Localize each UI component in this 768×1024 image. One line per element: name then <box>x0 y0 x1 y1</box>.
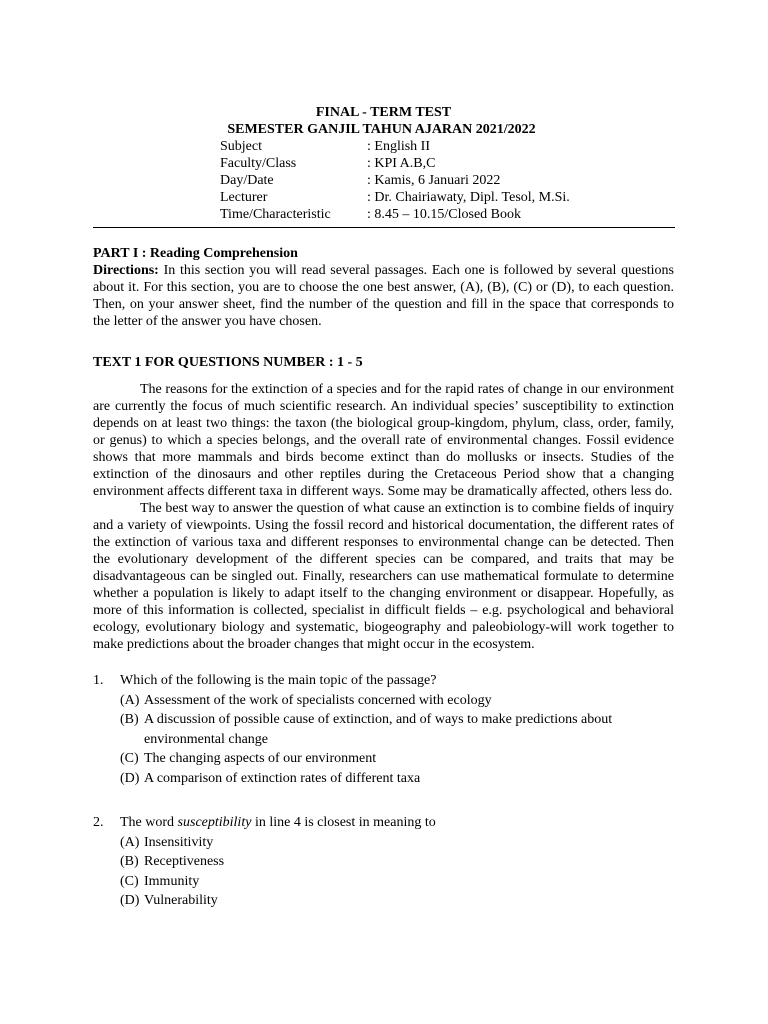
info-value: : English II <box>367 139 430 154</box>
passage-paragraph-2: The best way to answer the question of what cause an extinction is to combine fields of inquiry and a variety of viewpoints. Using the fossil record and historical documentation, the different rates of the extinction of various taxa and different responses to environmental change can be detected. Then the evolutionary development of the different species can be compared, and traits that may be disadvantageous can be singled out. Finally, researchers can use mathematical formulate to determine whether a population is likely to adapt itself to the changing environment or disappear. Hopefully, as more of this information is collected, specialist in difficult fields – e.g. psychological and behavioral ecology, evolutionary biology and systematic, biogeography and paleobiology-will work together to make predictions about the broader changes that might occur in the ecosystem. <box>93 501 674 652</box>
question-1 <box>93 671 674 788</box>
info-label: Faculty/Class <box>220 156 297 171</box>
option-text: The changing aspects of our environment <box>144 751 377 766</box>
info-label: Lecturer <box>220 190 268 205</box>
passage-paragraph-1: The reasons for the extinction of a species and for the rapid rates of change in our environment are currently the focus of much scientific research. An individual species’ susceptibility to extinction depends on at least two things: the taxon (the biological group-kingdom, phylum, class, order, family, or genus) to which a species belongs, and the overall rate of environmental changes. Fossil evidence shows that more mammals and birds become extinct than do mollusks or insects. Studies of the extinction of the dinosaurs and other reptiles during the Cretaceous Period show that a changing environment affects different taxa in different ways. Some may be dramatically affected, others less do. <box>93 382 674 499</box>
question-number: 1. <box>93 673 104 688</box>
option-letter: (B) <box>120 854 139 869</box>
info-label: Subject <box>220 139 262 154</box>
option-letter: (C) <box>120 751 139 766</box>
answer-option-c <box>93 749 674 769</box>
option-letter: (A) <box>120 834 140 850</box>
info-value: : KPI A.B,C <box>367 156 436 171</box>
option-text: Assessment of the work of specialists concerned with ecology <box>144 692 492 708</box>
directions <box>93 262 674 330</box>
question-number: 2. <box>93 815 104 830</box>
option-text: Receptiveness <box>144 854 225 869</box>
info-row-faculty <box>220 155 674 172</box>
exam-title: FINAL - TERM TEST <box>315 105 452 120</box>
header-divider <box>93 227 675 228</box>
part-title: PART I : Reading Comprehension <box>93 246 298 261</box>
info-value: : 8.45 – 10.15/Closed Book <box>367 207 522 222</box>
option-letter: (D) <box>120 893 140 908</box>
option-letter: (D) <box>120 770 140 786</box>
option-letter: (A) <box>120 692 140 708</box>
option-text: A discussion of possible cause of extinction, and of ways to make predictions about environmental change <box>144 712 613 747</box>
option-text: Immunity <box>144 873 200 889</box>
question-2 <box>93 813 674 911</box>
question-text-before: The word <box>120 815 178 830</box>
answer-option-d <box>93 891 674 911</box>
info-label: Time/Characteristic <box>220 207 331 222</box>
info-row-date <box>220 172 674 189</box>
question-text: Which of the following is the main topic of the passage? <box>120 673 437 688</box>
option-text: Vulnerability <box>144 893 218 908</box>
answer-option-b <box>93 852 674 872</box>
option-letter: (C) <box>120 873 139 889</box>
info-row-lecturer <box>220 189 674 206</box>
directions-label: Directions: <box>93 263 159 278</box>
info-row-time <box>220 206 674 223</box>
answer-option-a <box>93 833 674 853</box>
exam-info-table <box>220 138 674 223</box>
text-title: TEXT 1 FOR QUESTIONS NUMBER : 1 - 5 <box>93 355 363 370</box>
exam-subtitle: SEMESTER GANJIL TAHUN AJARAN 2021/2022 <box>227 122 536 137</box>
info-row-subject <box>220 138 674 155</box>
answer-option-a <box>93 691 674 711</box>
question-stem <box>93 813 674 833</box>
answer-option-b <box>93 710 674 749</box>
option-letter: (B) <box>120 712 139 727</box>
exam-page <box>93 104 674 911</box>
info-label: Day/Date <box>220 173 274 188</box>
option-text: A comparison of extinction rates of different taxa <box>144 770 421 786</box>
question-keyword: susceptibility <box>177 815 252 830</box>
directions-text: In this section you will read several passages. Each one is followed by several questions about it. For this section, you are to choose the one best answer, (A), (B), (C) or (D), to each question. Then, on your answer sheet, find the number of the question and fill in the space that corresponds to the letter of the answer you have chosen. <box>93 263 674 329</box>
answer-option-d <box>93 769 674 789</box>
option-text: Insensitivity <box>144 834 214 850</box>
info-value: : Dr. Chairiawaty, Dipl. Tesol, M.Si. <box>367 190 570 205</box>
info-value: : Kamis, 6 Januari 2022 <box>367 173 501 188</box>
answer-option-c <box>93 872 674 892</box>
question-text-after: in line 4 is closest in meaning to <box>251 815 436 830</box>
question-stem <box>93 671 674 691</box>
